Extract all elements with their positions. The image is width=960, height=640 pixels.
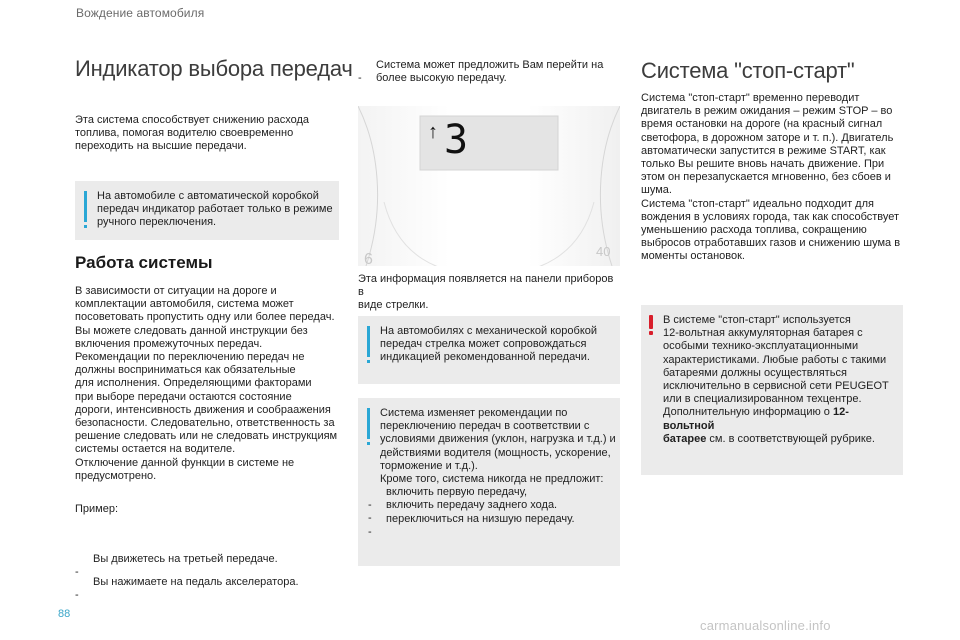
- dashboard-figure: [358, 106, 620, 266]
- example-label: Пример:: [75, 503, 119, 515]
- note-text: На автомобилях с механической коробкой передач стрелка может сопровождаться индикацией рекомендованной передачи.: [380, 325, 598, 364]
- list-item: - переключиться на низшую передачу.: [368, 513, 575, 539]
- warning-battery: [641, 305, 903, 475]
- subsection-title-operation: Работа системы: [75, 253, 213, 272]
- page-number: 88: [58, 608, 71, 620]
- operation-paragraph: В зависимости от ситуации на дороге и комплектации автомобиля, система может посоветовать пропустить одну или более передач. Вы можете следовать данной инструкции без включения промежуточных передач. Рекомендации по переключению передач не должны восприниматься как обязательные для исполнения. Определяющими факторами при выборе передачи остаются состояние дороги, интенсивность движения и сообраажения безопасности. Следовательно, ответственность за решение следовать или не следовать инструкциям системы остается на водителе. Отключение данной функции в системе не предусмотрено.: [75, 285, 338, 482]
- list-item: - включить передачу заднего хода.: [368, 499, 558, 525]
- warning-text: В системе "стоп-старт" используется 12-вольтная аккумуляторная батарея с особыми технико-эксплуатационными характеристиками. Любые работы с такими батареями должны осуществляться исключительно в сервисной сети PEUGEOT или в специализированном техцентре. Дополнительную информацию о 12-вольтной батарее см. в соответствующей рубрике.: [663, 314, 889, 445]
- section-title-stop-start: Система "стоп-старт": [641, 58, 855, 83]
- gear-up-arrow-icon: ↑: [428, 121, 438, 143]
- note-text: На автомобиле с автоматической коробкой передач индикатор работает только в режиме ручного переключения.: [97, 190, 333, 229]
- warning-bold-term: 12-вольтной батарее: [663, 406, 849, 445]
- info-note-icon: [367, 326, 370, 357]
- example-item: - Вы движетесь на третьей передаче.: [75, 553, 278, 579]
- dial-number-left: 6: [364, 251, 373, 266]
- example-item: - Вы нажимаете на педаль акселератора.: [75, 576, 299, 602]
- info-note-icon: [84, 191, 87, 222]
- note-manual-gearbox: [358, 316, 620, 384]
- figure-caption: Эта информация появляется на панели приборов в виде стрелки.: [358, 273, 614, 312]
- exclamation-icon: [649, 315, 654, 335]
- list-item: - включить первую передачу,: [368, 486, 528, 512]
- note-text: Система изменяет рекомендации по переключению передач в соответствии с условиями движения (уклон, нагрузка и т.д.) и действиями водителя (мощность, ускорение, торможение и т.д.). Кроме того, система никогда не предложит:: [380, 407, 616, 486]
- dial-number-right: 40: [596, 244, 611, 259]
- note-system-adaptation: [358, 398, 620, 566]
- running-head: Вождение автомобиля: [76, 6, 205, 20]
- section-title-gear-indicator: Индикатор выбора передач: [75, 56, 353, 81]
- watermark: carmanualsonline.info: [700, 618, 831, 633]
- instrument-cluster-illustration: [358, 106, 620, 266]
- upshift-suggestion-item: - Система может предложить Вам перейти на более высокую передачу.: [358, 59, 604, 85]
- stop-start-paragraph: Система "стоп-старт" временно переводит двигатель в режим ожидания – режим STOP – во время остановки на дороге (на красный сигнал светофора, в дорожном заторе и т. п.). Двигатель автоматически запустится в режиме START, как только Вы решите вновь начать движение. При этом он перезапускается мгновенно, без сбоев и шума. Система "стоп-старт" идеально подходит для вождения в условиях города, так как способствует уменьшению расхода топлива, сокращению выбросов отработавших газов и снижению шума в моменты остановок.: [641, 92, 901, 263]
- recommended-gear-number: 3: [444, 117, 469, 163]
- note-automatic-gearbox: [75, 181, 339, 240]
- info-note-icon: [367, 408, 370, 439]
- intro-paragraph: Эта система способствует снижению расхода топлива, помогая водителю своевременно переходить на высшие передачи.: [75, 114, 310, 153]
